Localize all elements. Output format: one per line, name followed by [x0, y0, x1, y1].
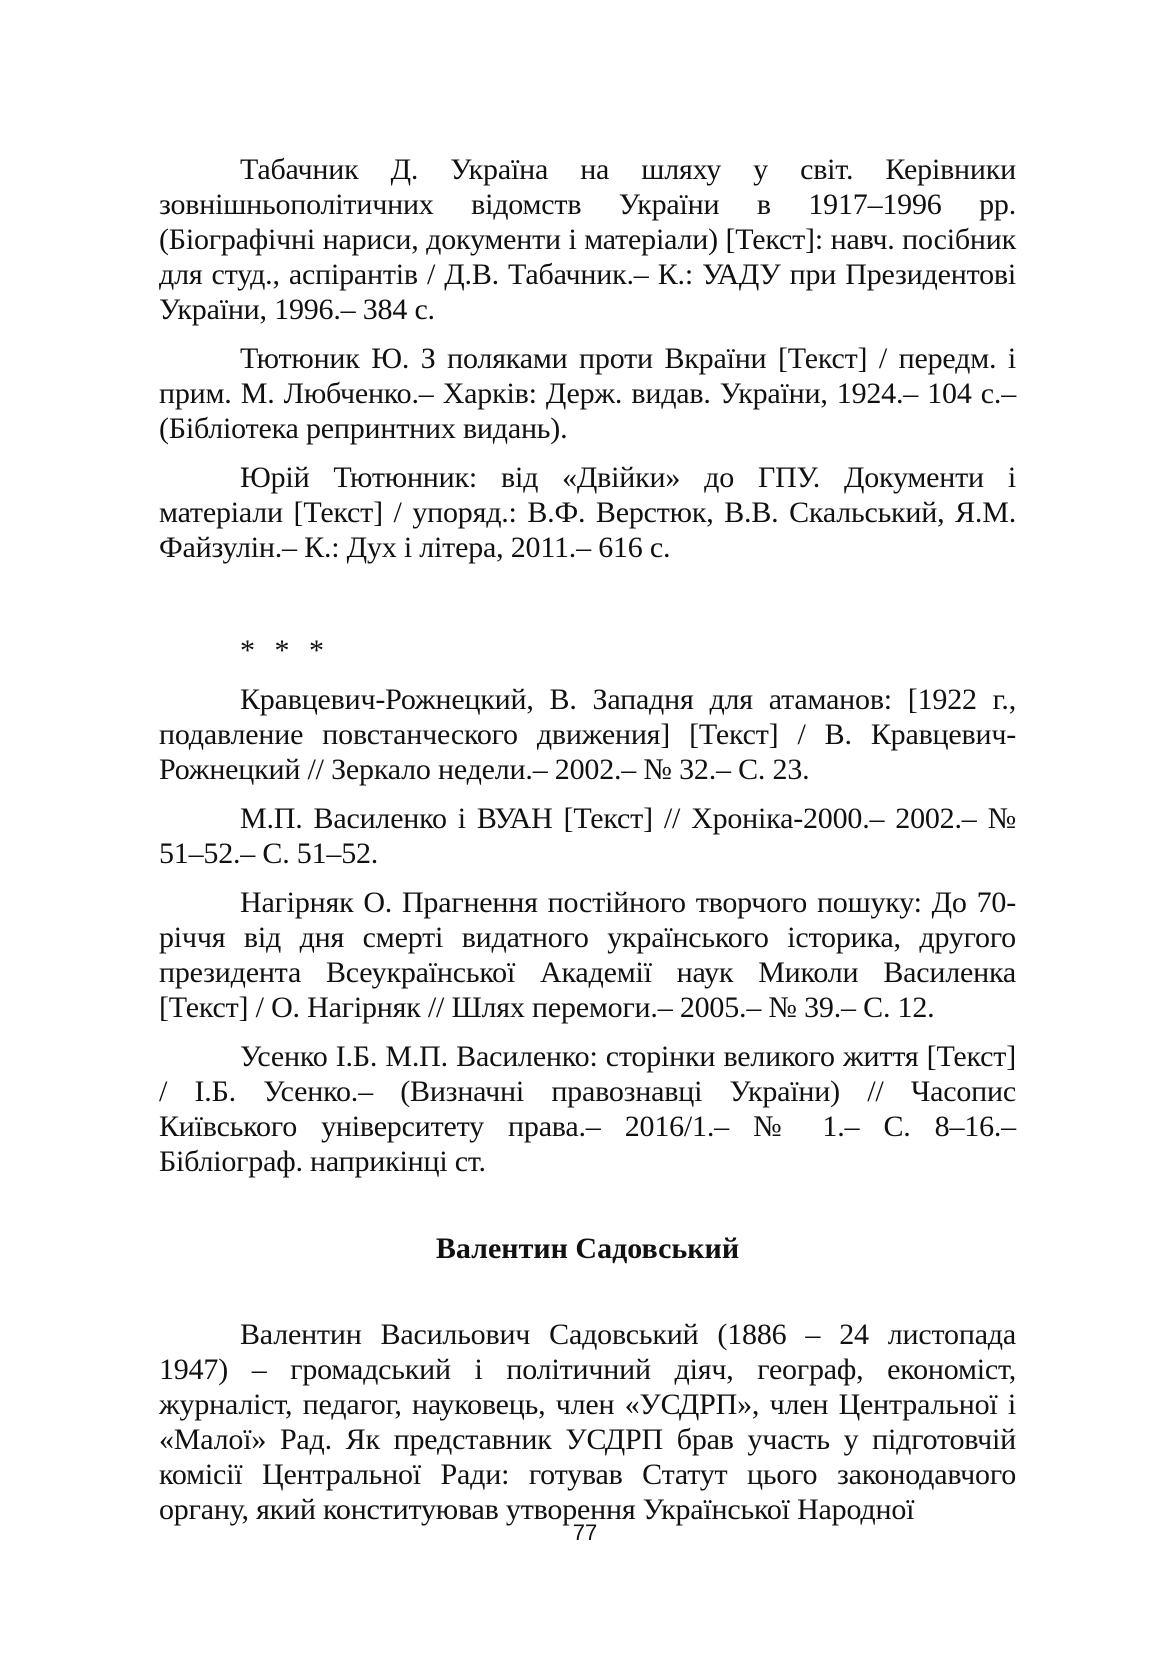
page-number: 77 — [572, 1520, 598, 1545]
bibliography-entry-usenko: Усенко І.Б. М.П. Василенко: сторінки великого життя [Текст] / І.Б. Усенко.– (Визначні правознавці України) // Часопис Київського університету права.– 2016/1.– № 1.– С. 8–16.– Бібліограф. наприкінці ст. — [159, 1040, 1016, 1178]
page-content — [159, 152, 1016, 1541]
biography-paragraph: Валентин Васильович Садовський (1886 – 24 листопада 1947) – громадський і політичний діяч, географ, економіст, журналіст, педагог, науковець, член «УСДРП», член Центральної і «Малої» Рад. Як представник УСДРП брав участь у підготовчій комісії Центральної Ради: готував Статут цього законодавчого органу, який конституював утворення Української Народної — [159, 1318, 1016, 1526]
bibliography-entry-tiutiunnyk: Тютюник Ю. З поляками проти Вкраїни [Текст] / передм. і прим. М. Любченко.– Харків: Держ. видав. України, 1924.– 104 с.– (Бібліотека репринтних видань). — [159, 342, 1016, 445]
section-separator: * * * — [240, 634, 330, 667]
bibliography-entry-nahirniak: Нагірняк О. Прагнення постійного творчого пошуку: До 70-річчя від дня смерті видатного українського історика, другого президента Всеукраїнської Академії наук Миколи Василенка [Текст] / О. Нагірняк // Шлях перемоги.– 2005.– № 39.– С. 12. — [159, 886, 1016, 1024]
bibliography-entry-tabachnyk: Табачник Д. Україна на шляху у світ. Керівники зовнішньополітичних відомств України в 1917–1996 рр. (Біографічні нариси, документи і матеріали) [Текст]: навч. посібник для студ., аспірантів / Д.В. Табачник.– К.: УАДУ при Президентові України, 1996.– 384 с. — [159, 153, 1016, 326]
section-heading: Валентин Садовський — [435, 1232, 740, 1265]
bibliography-entry-kravtsevych: Кравцевич-Рожнецкий, В. Западня для атаманов: [1922 г., подавление повстанческого движения] [Текст] / В. Кравцевич-Рожнецкий // Зеркало недели.– 2002.– № 32.– С. 23. — [159, 683, 1016, 786]
bibliography-entry-yurii-tiutiunnyk: Юрій Тютюнник: від «Двійки» до ГПУ. Документи і матеріали [Текст] / упоряд.: В.Ф. Верстюк, В.В. Скальський, Я.М. Файзулін.– К.: Дух і літера, 2011.– 616 с. — [159, 461, 1016, 564]
bibliography-entry-vasylenko-vuan: М.П. Василенко і ВУАН [Текст] // Хроніка-2000.– 2002.– № 51–52.– С. 51–52. — [159, 802, 1016, 870]
